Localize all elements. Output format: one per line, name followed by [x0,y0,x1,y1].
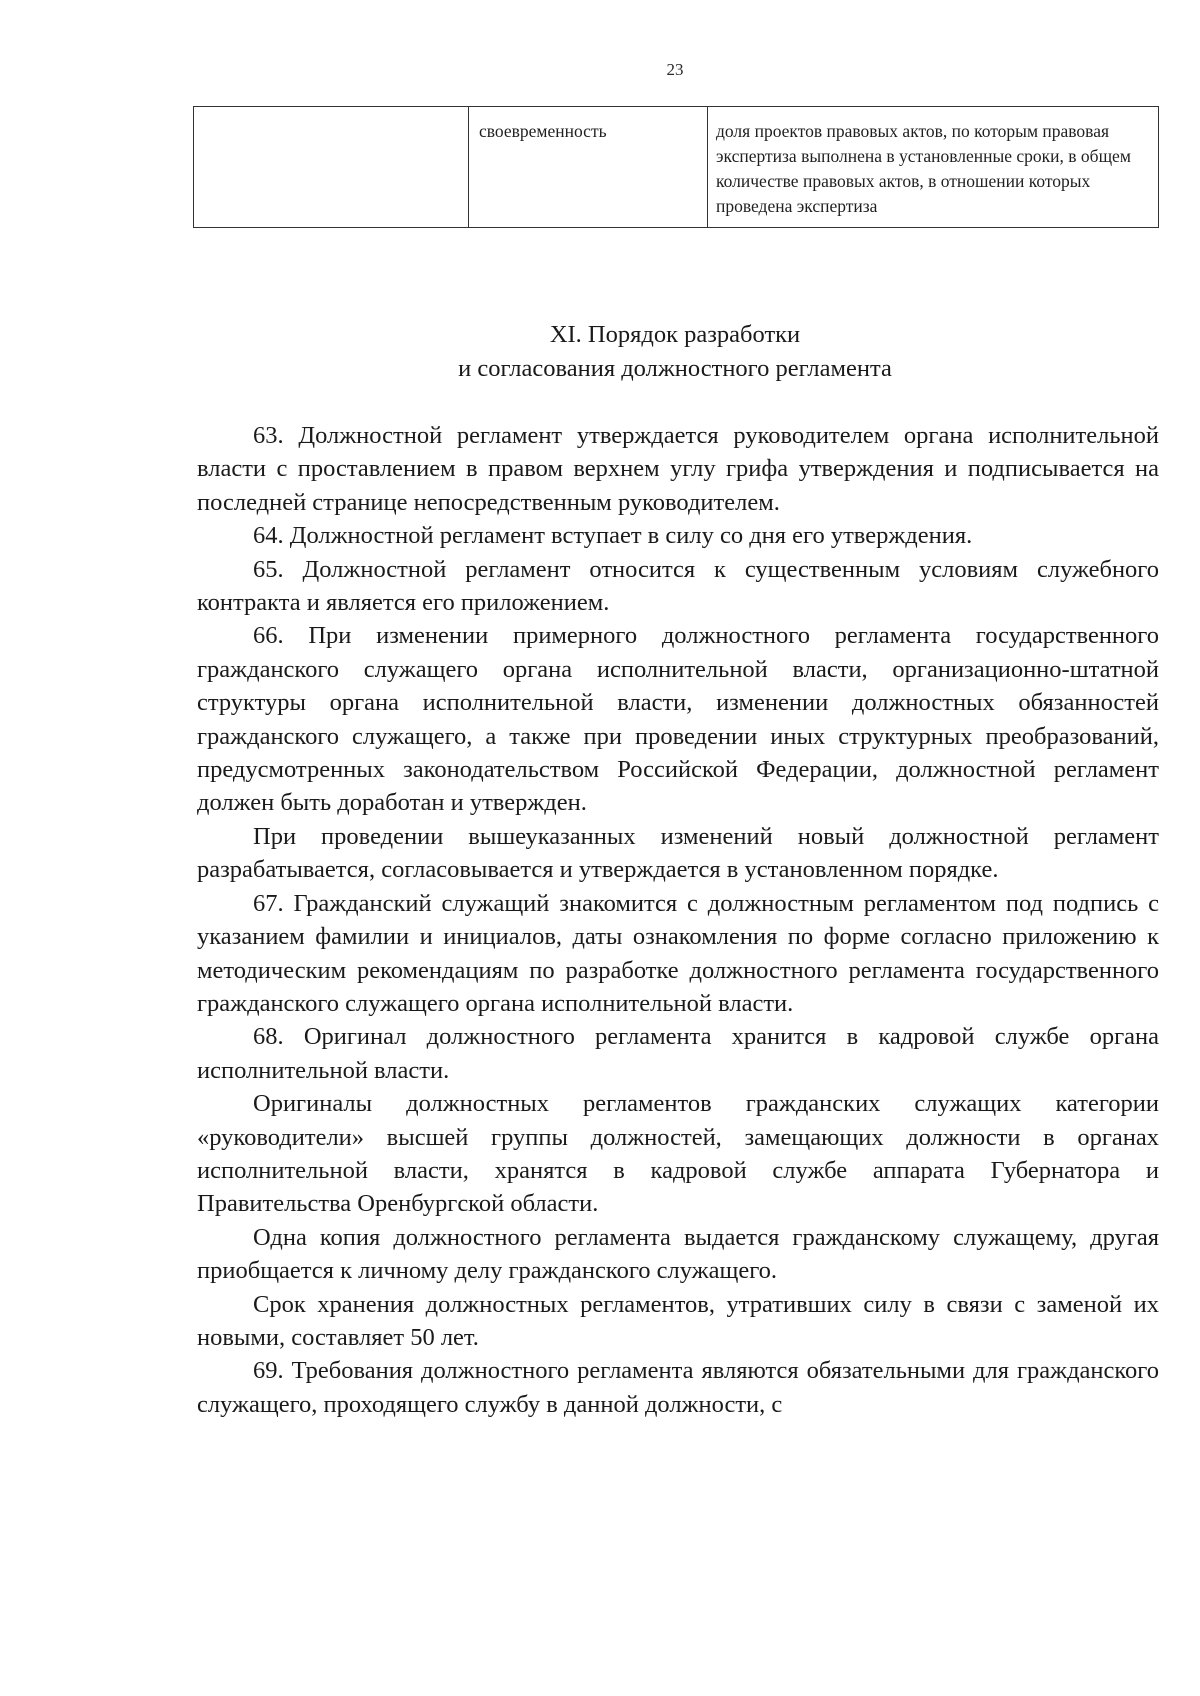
paragraph-63: 63. Должностной регламент утверждается руководителем органа исполнительной власти с проставлением в правом верхнем углу грифа утверждения и подписывается на последней странице непосредственным руководителем. [197,422,1159,516]
paragraph-68-copy: Одна копия должностного регламента выдается гражданскому служащему, другая приобщается к личному делу гражданского служащего. [197,1223,1159,1285]
section-title-line-2: и согласования должностного регламента [458,355,892,382]
body-text [197,419,1159,1421]
table-cell-indicator: доля проектов правовых актов, по которым правовая экспертиза выполнена в установленные сроки, в общем количестве правовых актов, в отношении которых проведена экспертиза [708,107,1159,228]
table-cell-empty [194,107,469,228]
paragraph-66: 66. При изменении примерного должностного регламента государственного гражданского служащего органа исполнительной власти, организационно-штатной структуры органа исполнительной власти, изменении должностных обязанностей гражданского служащего, а также при проведении иных структурных преобразований, предусмотренных законодательством Российской Федерации, должностной регламент должен быть доработан и утвержден. [197,622,1159,817]
paragraph-69: 69. Требования должностного регламента являются обязательными для гражданского служащего, проходящего службу в данной должности, с [197,1357,1159,1418]
section-title-line-1: XI. Порядок разработки [549,321,801,348]
paragraph-64: 64. Должностной регламент вступает в силу со дня его утверждения. [253,522,973,550]
paragraph-65: 65. Должностной регламент относится к существенным условиям служебного контракта и является его приложением. [197,555,1159,617]
criteria-table [193,106,1159,228]
page-number: 23 [666,60,684,79]
paragraph-67: 67. Гражданский служащий знакомится с должностным регламентом под подпись с указанием фамилии и инициалов, даты ознакомления по форме согласно приложению к методическим рекомендациям по разработке должностного регламента государственного гражданского служащего органа исполнительной власти. [197,889,1159,1017]
section-title [0,318,1200,386]
table-row [194,107,1159,228]
paragraph-68-storage: Срок хранения должностных регламентов, утративших силу в связи с заменой их новыми, составляет 50 лет. [197,1290,1159,1351]
paragraph-68: 68. Оригинал должностного регламента хранится в кадровой службе органа исполнительной власти. [197,1023,1159,1084]
paragraph-66-continuation: При проведении вышеуказанных изменений новый должностной регламент разрабатывается, согласовывается и утверждается в установленном порядке. [197,822,1159,884]
table-cell-criterion: своевременность [469,107,708,228]
paragraph-68-originals: Оригиналы должностных регламентов гражданских служащих категории «руководители» высшей группы должностей, замещающих должности в органах исполнительной власти, хранятся в кадровой службе аппарата Губернатора и Правительства Оренбургской области. [197,1090,1159,1218]
